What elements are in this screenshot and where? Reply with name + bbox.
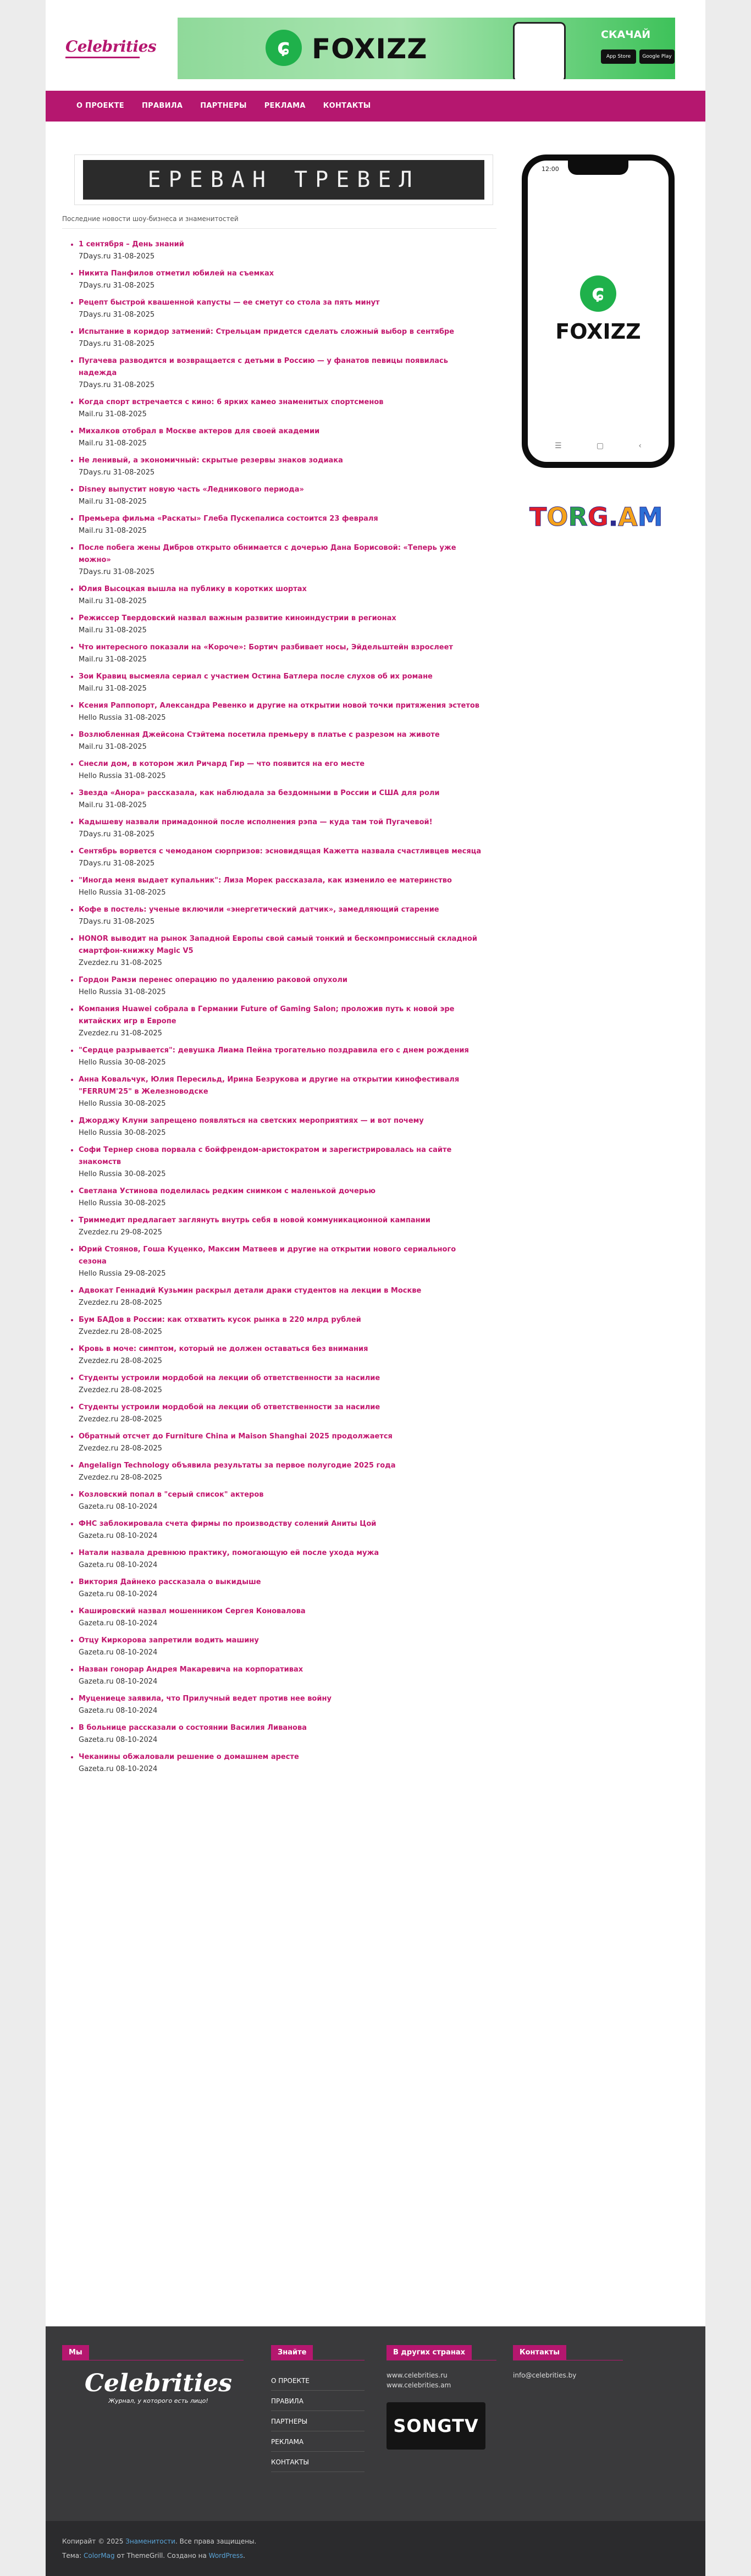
news-source-date: Gazeta.ru 08-10-2024: [79, 1532, 158, 1540]
foxizz-logo-icon: ɕ: [266, 30, 302, 66]
footer-link-ru[interactable]: www.celebrities.ru: [386, 2371, 448, 2379]
logo-underline: [65, 57, 140, 58]
foxizz-ad-banner[interactable]: [178, 18, 675, 79]
news-title-link[interactable]: • Студенты устроили мордобой на лекции об ответственности за насилие: [79, 1403, 380, 1411]
news-item: [79, 642, 496, 666]
news-title-link[interactable]: • Сентябрь ворвется с чемоданом сюрпризов: эсновидящая Кажетта назвала счастливцев месяца: [79, 847, 482, 856]
news-item: [79, 513, 496, 537]
news-item: [79, 1664, 496, 1688]
news-title-link[interactable]: • Испытание в коридор затмений: Стрельцам придется сделать сложный выбор в сентябре: [79, 328, 455, 336]
news-source-date: Mail.ru 31-08-2025: [79, 498, 147, 506]
news-title-link[interactable]: • Звезда «Анора» рассказала, как наблюдала за бездомными в России и США для роли: [79, 789, 440, 797]
news-item: [79, 583, 496, 608]
news-source-date: 7Days.ru 31-08-2025: [79, 918, 155, 926]
news-item: [79, 1635, 496, 1659]
news-title-link[interactable]: • Когда спорт встречается с кино: 6 ярких камео знаменитых спортсменов: [79, 398, 384, 406]
news-item: [79, 933, 496, 969]
news-source-date: Gazeta.ru 08-10-2024: [79, 1561, 158, 1569]
news-source-date: Gazeta.ru 08-10-2024: [79, 1707, 158, 1715]
news-item: [79, 1431, 496, 1455]
footer-country-links: [386, 2370, 496, 2390]
footer-col-countries: [386, 2345, 496, 2450]
news-source-date: Zvezdez.ru 28-08-2025: [79, 1474, 162, 1482]
site-logo-text: Celebrities: [65, 37, 157, 56]
news-title-link[interactable]: • Козловский попал в "серый список" актеров: [79, 1491, 264, 1499]
news-source-date: Zvezdez.ru 31-08-2025: [79, 1029, 162, 1038]
news-title-link[interactable]: • Адвокат Геннадий Кузьмин раскрыл детали драки студентов на лекции в Москве: [79, 1287, 422, 1295]
news-item: [79, 1074, 496, 1110]
banner-phone-image: [513, 22, 566, 79]
torg-letter: G: [587, 502, 609, 532]
news-title-link[interactable]: • Студенты устроили мордобой на лекции об ответственности за насилие: [79, 1374, 380, 1382]
footer-col2-title: Знайте: [271, 2345, 313, 2360]
app-store-badge[interactable]: App Store: [601, 49, 636, 64]
footer-col-about: [62, 2345, 244, 2360]
news-item: [79, 1343, 496, 1367]
news-source-date: Hello Russia 30-08-2025: [79, 1058, 166, 1067]
news-source-date: Zvezdez.ru 28-08-2025: [79, 1299, 162, 1307]
news-source-date: Hello Russia 30-08-2025: [79, 1129, 166, 1137]
banner-brand: FOXIZZ: [312, 33, 428, 65]
news-title-link[interactable]: • Джорджу Клуни запрещено появляться на светских мероприятиях — и вот почему: [79, 1117, 424, 1125]
news-item: [79, 1285, 496, 1309]
copyright-bar: [46, 2521, 705, 2576]
news-source-date: Zvezdez.ru 28-08-2025: [79, 1415, 162, 1424]
footer-link-am[interactable]: www.celebrities.am: [386, 2381, 451, 2389]
phone-brand: FOXIZZ: [555, 319, 641, 344]
footer-email[interactable]: info@celebrities.by: [513, 2371, 577, 2379]
news-source-date: Gazeta.ru 08-10-2024: [79, 1590, 158, 1598]
news-title-link[interactable]: • Компания Huawei собрала в Германии Future of Gaming Salon; проложив путь к новой эре китайских игр в Европе: [79, 1005, 455, 1025]
news-source-date: Gazeta.ru 08-10-2024: [79, 1765, 158, 1773]
news-title-link[interactable]: • Обратный отсчет до Furniture China и Maison Shanghai 2025 продолжается: [79, 1432, 393, 1441]
news-item: [79, 1003, 496, 1040]
news-title-link[interactable]: • Михалков отобрал в Москве актеров для своей академии: [79, 427, 320, 435]
news-title-link[interactable]: • Юлия Высоцкая вышла на публику в коротких шортах: [79, 585, 307, 593]
footer-logo[interactable]: [76, 2369, 241, 2404]
news-source-date: 7Days.ru 31-08-2025: [79, 859, 155, 868]
news-source-date: 7Days.ru 31-08-2025: [79, 468, 155, 477]
banner-cta: СКАЧАЙ: [601, 29, 651, 41]
news-title-link[interactable]: • Зои Кравиц высмеяла сериал с участием Остина Батлера после слухов об их романе: [79, 672, 433, 681]
footer-link-1[interactable]: ПРАВИЛА: [271, 2391, 365, 2411]
news-item: [79, 297, 496, 321]
news-source-date: Zvezdez.ru 28-08-2025: [79, 1328, 162, 1336]
phone-back-icon: ‹: [638, 442, 642, 450]
news-title-link[interactable]: • HONOR выводит на рынок Западной Европы свой самый тонкий и бескомпромиссный складной смартфон-книжку Magic V5: [79, 935, 477, 955]
news-source-date: Gazeta.ru 08-10-2024: [79, 1736, 158, 1744]
news-item: [79, 542, 496, 578]
news-title-link[interactable]: • Что интересного показали на «Короче»: Бортич разбивает носы, Эйдельштейн взрослеет: [79, 643, 453, 652]
torg-letter: A: [618, 502, 638, 532]
news-source-date: Mail.ru 31-08-2025: [79, 801, 147, 809]
news-item: [79, 1751, 496, 1775]
footer-col4-title: Контакты: [513, 2345, 566, 2360]
news-item: [79, 1693, 496, 1717]
news-item: [79, 1215, 496, 1239]
news-source-date: Hello Russia 29-08-2025: [79, 1270, 166, 1278]
wordpress-link[interactable]: WordPress: [208, 2552, 244, 2560]
news-item: [79, 396, 496, 421]
content-column: [62, 155, 496, 1780]
news-source-date: Hello Russia 31-08-2025: [79, 772, 166, 780]
nav-item-2[interactable]: ПАРТНЕРЫ: [200, 102, 247, 110]
news-source-date: Mail.ru 31-08-2025: [79, 655, 147, 664]
footer-col-links: [271, 2345, 365, 2472]
news-title-link[interactable]: • Не ленивый, а экономичный: скрытые резервы знаков зодиака: [79, 456, 343, 465]
news-item: [79, 1185, 496, 1210]
news-source-date: Hello Russia 30-08-2025: [79, 1170, 166, 1178]
news-title-link[interactable]: • Ксения Раппопорт, Александра Ревенко и другие на открытии новой точки притяжения эстетов: [79, 702, 480, 710]
news-title-link[interactable]: • Софи Тернер снова порвала с бойфрендом-аристократом и зарегистрировалась на сайте знакомств: [79, 1146, 452, 1166]
news-title-link[interactable]: • Кашировский назвал мошенником Сергея Коновалова: [79, 1607, 306, 1615]
copyright-rights: . Все права защищены.: [175, 2538, 257, 2545]
news-item: [79, 355, 496, 391]
news-source-date: Zvezdez.ru 28-08-2025: [79, 1444, 162, 1453]
news-item: [79, 846, 496, 870]
news-source-date: 7Days.ru 31-08-2025: [79, 282, 155, 290]
news-title-link[interactable]: • Анна Ковальчук, Юлия Пересильд, Ирина Безрукова и другие на открытии кинофестиваля "FERRUM'25" в Железноводске: [79, 1075, 460, 1096]
site-logo[interactable]: [65, 37, 156, 58]
news-title-link[interactable]: • Натали назвала древнюю практику, помогающую ей после ухода мужа: [79, 1549, 379, 1557]
theme-credit-line: [62, 2552, 245, 2560]
news-item: [79, 904, 496, 928]
torg-letter: T: [529, 502, 547, 532]
news-source-date: 7Days.ru 31-08-2025: [79, 381, 155, 389]
theme-by: от ThemeGrill. Создано на: [117, 2552, 207, 2560]
news-item: [79, 758, 496, 782]
site-footer: [46, 2326, 705, 2521]
songtv-text: SONGTV: [393, 2415, 479, 2436]
phone-menu-icon: ☰: [555, 442, 562, 450]
news-item: [79, 1314, 496, 1338]
news-item: [79, 671, 496, 695]
news-title-link[interactable]: • Disney выпустит новую часть «Ледникового периода»: [79, 486, 304, 494]
news-source-date: 7Days.ru 31-08-2025: [79, 252, 155, 261]
news-title-link[interactable]: • Angelalign Technology объявила результаты за первое полугодие 2025 года: [79, 1461, 396, 1470]
news-item: [79, 1547, 496, 1571]
news-title-link[interactable]: • Триммедит предлагает заглянуть внутрь себя в новой коммуникационной кампании: [79, 1216, 430, 1224]
torg-letter: .: [608, 502, 619, 532]
google-play-badge[interactable]: Google Play: [639, 49, 675, 64]
news-title-link[interactable]: • Кровь в моче: симптом, который не должен оставаться без внимания: [79, 1345, 368, 1353]
news-item: [79, 1144, 496, 1181]
news-item: [79, 875, 496, 899]
news-title-link[interactable]: • ФНС заблокировала счета фирмы по производству солений Аниты Цой: [79, 1520, 377, 1528]
footer-link-0[interactable]: О ПРОЕКТЕ: [271, 2370, 365, 2391]
news-source-date: Gazeta.ru 08-10-2024: [79, 1503, 158, 1511]
footer-logo-text: Celebrities: [84, 2369, 233, 2397]
news-source-date: Mail.ru 31-08-2025: [79, 410, 147, 418]
footer-slogan: Журнал, у которого есть лицо!: [108, 2397, 208, 2404]
news-source-date: 7Days.ru 31-08-2025: [79, 830, 155, 839]
site-header: [46, 0, 705, 91]
copyright-prefix: Копирайт © 2025: [62, 2538, 124, 2545]
torg-letter: M: [637, 502, 663, 532]
phone-nav-bar: [555, 442, 642, 450]
news-item: [79, 1722, 496, 1746]
torg-letter: R: [568, 502, 588, 532]
news-item: [79, 1372, 496, 1397]
torg-am-logo[interactable]: [529, 502, 667, 532]
footer-link-3[interactable]: РЕКЛАМА: [271, 2431, 365, 2452]
news-title-link[interactable]: • В больнице рассказали о состоянии Василия Ливанова: [79, 1724, 307, 1732]
credit-end: .: [243, 2552, 245, 2560]
news-item: [79, 729, 496, 753]
footer-link-2[interactable]: ПАРТНЕРЫ: [271, 2411, 365, 2431]
news-source-date: Mail.ru 31-08-2025: [79, 439, 147, 448]
news-title-link[interactable]: • Светлана Устинова поделилась редким снимком с маленькой дочерью: [79, 1187, 376, 1195]
news-title-link[interactable]: • Возлюбленная Джейсона Стэйтема посетила премьеру в платье с разрезом на животе: [79, 731, 440, 739]
news-item: [79, 1576, 496, 1601]
news-item: [79, 455, 496, 479]
phone-notch: [568, 161, 628, 175]
news-item: [79, 484, 496, 508]
nav-item-1[interactable]: ПРАВИЛА: [142, 102, 183, 110]
news-item: [79, 1606, 496, 1630]
footer-link-4[interactable]: КОНТАКТЫ: [271, 2452, 365, 2472]
foxizz-app-icon: ɕ: [580, 275, 616, 312]
news-source-date: 7Days.ru 31-08-2025: [79, 340, 155, 348]
news-source-date: Hello Russia 30-08-2025: [79, 1199, 166, 1207]
footer-col3-title: В других странах: [386, 2345, 472, 2360]
yerevan-travel-banner[interactable]: [74, 155, 493, 205]
footer-col1-title: Мы: [62, 2345, 89, 2360]
news-source-date: 7Days.ru 31-08-2025: [79, 568, 155, 576]
news-title-link[interactable]: • Рецепт быстрой квашенной капусты — ее сметут со стола за пять минут: [79, 299, 380, 307]
news-item: [79, 700, 496, 724]
theme-prefix: Тема:: [62, 2552, 82, 2560]
news-item: [79, 817, 496, 841]
news-list: [62, 239, 496, 1775]
news-item: [79, 1518, 496, 1542]
news-item: [79, 239, 496, 263]
main-area: [46, 122, 705, 2326]
news-source-date: Mail.ru 31-08-2025: [79, 626, 147, 635]
news-title-link[interactable]: • Юрий Стоянов, Гоша Куценко, Максим Матвеев и другие на открытии нового сериального сезона: [79, 1245, 456, 1266]
news-item: [79, 426, 496, 450]
news-item: [79, 1244, 496, 1280]
copyright-site-link[interactable]: Знаменитости: [125, 2538, 175, 2545]
news-source-date: Hello Russia 30-08-2025: [79, 1100, 166, 1108]
news-title-link[interactable]: • "Иногда меня выдает купальник": Лиза Морек рассказала, как изменило ее материнство: [79, 876, 452, 885]
news-title-link[interactable]: • Бум БАДов в России: как отхватить кусок рынка в 220 млрд рублей: [79, 1316, 361, 1324]
news-title-link[interactable]: • Виктория Дайнеко рассказала о выкидыше: [79, 1578, 261, 1586]
sidebar: [513, 155, 683, 532]
news-item: [79, 1045, 496, 1069]
news-title-link[interactable]: • Гордон Рамзи перенес операцию по удалению раковой опухоли: [79, 976, 347, 984]
nav-item-0[interactable]: О ПРОЕКТЕ: [76, 102, 124, 110]
news-source-date: Zvezdez.ru 29-08-2025: [79, 1228, 162, 1237]
news-source-date: Mail.ru 31-08-2025: [79, 743, 147, 751]
news-source-date: Hello Russia 31-08-2025: [79, 889, 166, 897]
yerevan-travel-board: ЕРЕВАН ТРЕВЕЛ: [83, 160, 484, 200]
news-source-date: Zvezdez.ru 28-08-2025: [79, 1386, 162, 1394]
news-item: [79, 974, 496, 999]
news-title-link[interactable]: • Чеканины обжаловали решение о домашнем аресте: [79, 1753, 299, 1761]
news-source-date: Mail.ru 31-08-2025: [79, 597, 147, 605]
news-source-date: Zvezdez.ru 31-08-2025: [79, 959, 162, 967]
news-title-link[interactable]: • Кадышеву назвали примадонной после исполнения рэпа — куда там той Пугачевой!: [79, 818, 433, 826]
news-source-date: Gazeta.ru 08-10-2024: [79, 1619, 158, 1628]
news-item: [79, 1402, 496, 1426]
torg-letter: O: [546, 502, 568, 532]
news-title-link[interactable]: • Назван гонорар Андрея Макаревича на корпоративах: [79, 1665, 303, 1674]
news-item: [79, 326, 496, 350]
news-title-link[interactable]: • Кофе в постель: ученые включили «энергетический датчик», замедляющий старение: [79, 906, 439, 914]
news-source-date: 7Days.ru 31-08-2025: [79, 311, 155, 319]
news-source-date: Hello Russia 31-08-2025: [79, 988, 166, 996]
news-title-link[interactable]: • Режиссер Твердовский назвал важным развитие киноиндустрии в регионах: [79, 614, 396, 622]
nav-item-3[interactable]: РЕКЛАМА: [264, 102, 306, 110]
news-item: [79, 1460, 496, 1484]
feed-title: Последние новости шоу-бизнеса и знаменитостей: [62, 215, 496, 229]
news-item: [79, 1489, 496, 1513]
news-title-link[interactable]: • Отцу Киркорова запретили водить машину: [79, 1636, 259, 1645]
news-source-date: Mail.ru 31-08-2025: [79, 685, 147, 693]
news-title-link[interactable]: • Пугачева разводится и возвращается с детьми в Россию — у фанатов певицы появилась надежда: [79, 357, 448, 377]
phone-time: 12:00: [542, 166, 559, 173]
news-item: [79, 787, 496, 812]
news-title-link[interactable]: • После побега жены Дибров открыто обнимается с дочерью Дана Борисовой: «Теперь уже можно»: [79, 544, 456, 564]
news-source-date: Gazeta.ru 08-10-2024: [79, 1648, 158, 1657]
nav-item-4[interactable]: КОНТАКТЫ: [323, 102, 371, 110]
news-item: [79, 1115, 496, 1139]
news-source-date: Gazeta.ru 08-10-2024: [79, 1678, 158, 1686]
news-source-date: Zvezdez.ru 28-08-2025: [79, 1357, 162, 1365]
news-title-link[interactable]: • Снесли дом, в котором жил Ричард Гир — что появится на его месте: [79, 760, 365, 768]
copyright-line: [62, 2538, 256, 2545]
news-title-link[interactable]: • Муцениеце заявила, что Прилучный ведет против нее войну: [79, 1695, 332, 1703]
news-source-date: Mail.ru 31-08-2025: [79, 527, 147, 535]
footer-col-contacts: [513, 2345, 623, 2380]
news-source-date: Hello Russia 31-08-2025: [79, 714, 166, 722]
news-title-link[interactable]: • "Сердце разрывается": девушка Лиама Пейна трогательно поздравила его с днем рождения: [79, 1046, 469, 1055]
foxizz-phone-ad[interactable]: [522, 155, 675, 468]
news-title-link[interactable]: • 1 сентября – День знаний: [79, 240, 184, 249]
phone-home-icon: ▢: [596, 442, 604, 450]
news-title-link[interactable]: • Никита Панфилов отметил юбилей на съемках: [79, 269, 274, 278]
theme-link[interactable]: ColorMag: [84, 2552, 115, 2560]
main-nav: [46, 91, 705, 122]
news-item: [79, 268, 496, 292]
news-item: [79, 613, 496, 637]
songtv-logo[interactable]: [386, 2402, 485, 2450]
news-title-link[interactable]: • Премьера фильма «Раскаты» Глеба Пускепалиса состоится 23 февраля: [79, 515, 378, 523]
